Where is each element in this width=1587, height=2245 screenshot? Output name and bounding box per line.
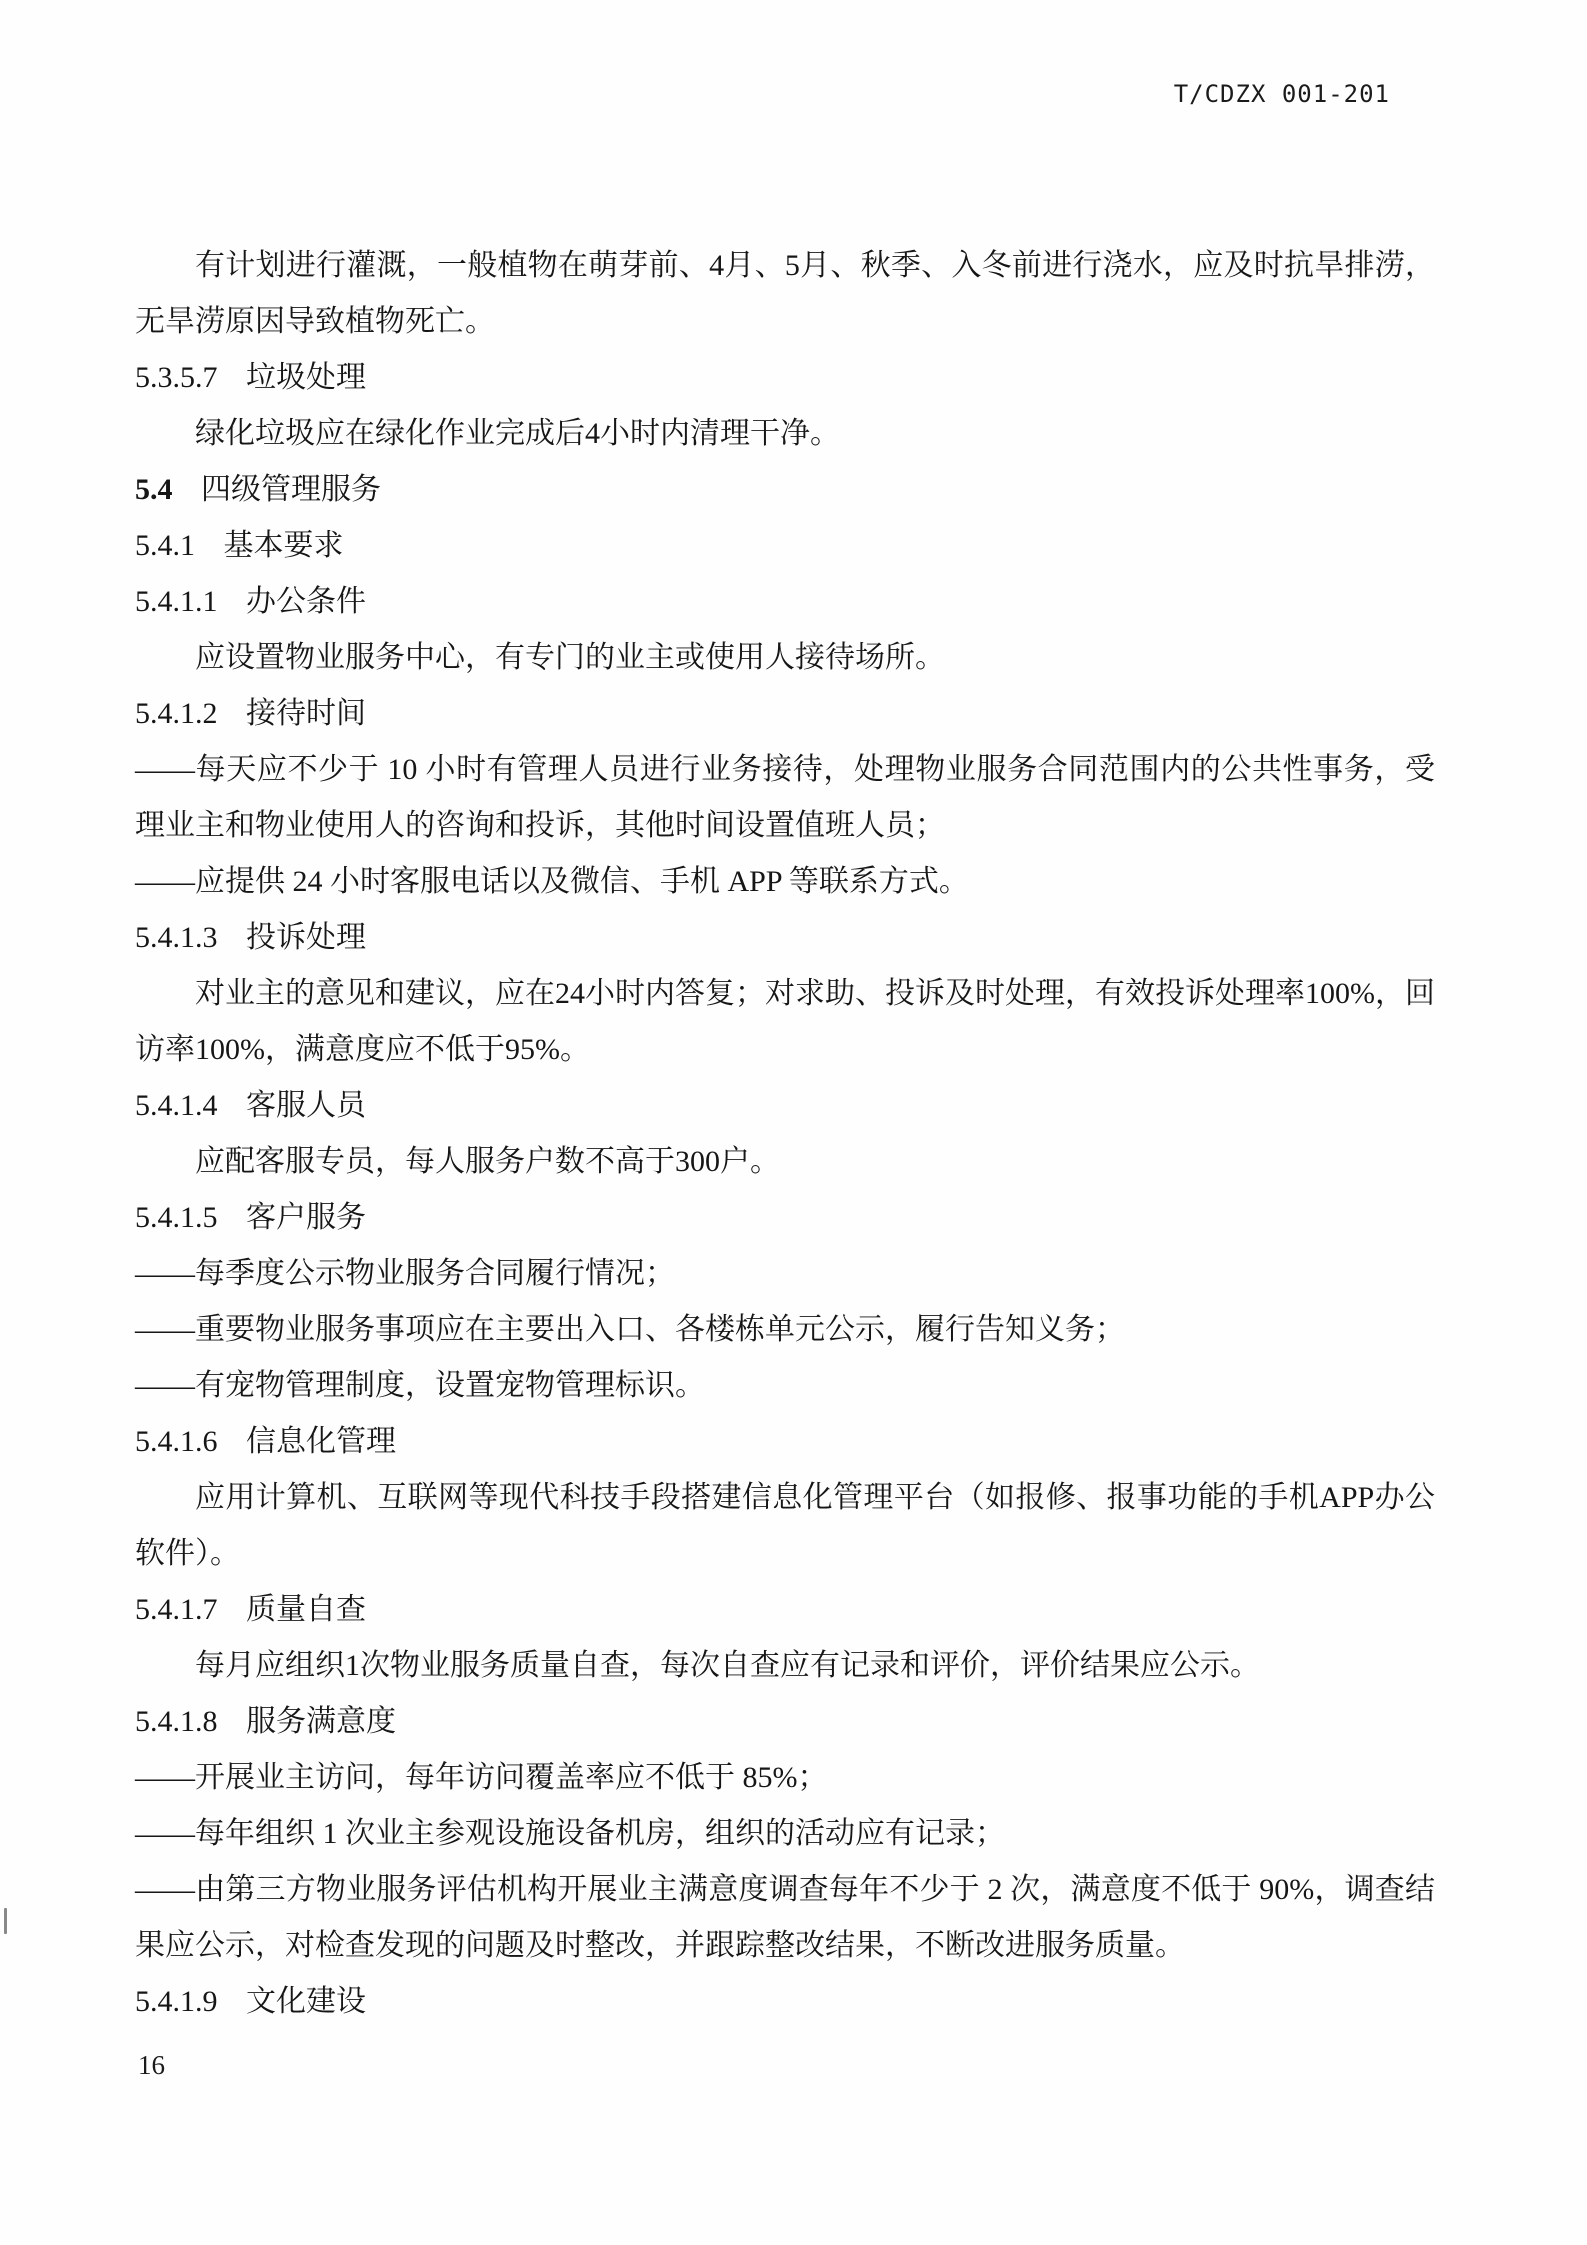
clause-number: 5.4.1.7: [135, 1593, 218, 1626]
dash-item: ——每天应不少于 10 小时有管理人员进行业务接待，处理物业服务合同范围内的公共性事务，受理业主和物业使用人的咨询和投诉，其他时间设置值班人员；: [135, 753, 1435, 842]
clause-title: 垃圾处理: [246, 361, 366, 394]
page-number: 16: [138, 2050, 165, 2080]
clause-heading-5-4-1: [135, 518, 1435, 574]
scan-artifact: [4, 1908, 7, 1934]
body-paragraph: 对业主的意见和建议，应在24小时内答复；对求助、投诉及时处理，有效投诉处理率100%，回访率100%，满意度应不低于95%。: [135, 977, 1435, 1066]
body-paragraph: 应设置物业服务中心，有专门的业主或使用人接待场所。: [195, 641, 945, 674]
clause-title: 文化建设: [246, 1985, 366, 2018]
clause-title: 客服人员: [246, 1089, 366, 1122]
clause-heading-5-4-1-4: [135, 1078, 1435, 1134]
clause-number: 5.4.1.8: [135, 1705, 218, 1738]
clause-title: 客户服务: [246, 1201, 366, 1234]
dash-item: ——有宠物管理制度，设置宠物管理标识。: [135, 1369, 705, 1402]
clause-number: 5.4.1.3: [135, 921, 218, 954]
clause-heading-5-4-1-8: [135, 1694, 1435, 1750]
clause-number: 5.3.5.7: [135, 361, 218, 394]
clause-heading-5-3-5-7: [135, 350, 1435, 406]
dash-item: ——每季度公示物业服务合同履行情况；: [135, 1257, 675, 1290]
clause-title: 投诉处理: [246, 921, 366, 954]
dash-item: ——开展业主访问，每年访问覆盖率应不低于 85%；: [135, 1761, 828, 1794]
clause-title: 信息化管理: [246, 1425, 396, 1458]
clause-number: 5.4.1.9: [135, 1985, 218, 2018]
clause-number: 5.4: [135, 473, 173, 506]
clause-heading-5-4-1-6: [135, 1414, 1435, 1470]
clause-heading-5-4-1-3: [135, 910, 1435, 966]
clause-heading-5-4-1-1: [135, 574, 1435, 630]
clause-heading-5-4-1-5: [135, 1190, 1435, 1246]
body-paragraph: 每月应组织1次物业服务质量自查，每次自查应有记录和评价，评价结果应公示。: [195, 1649, 1260, 1682]
clause-title: 服务满意度: [246, 1705, 396, 1738]
dash-item: ——由第三方物业服务评估机构开展业主满意度调查每年不少于 2 次，满意度不低于 90%，调查结果应公示，对检查发现的问题及时整改，并跟踪整改结果，不断改进服务质量。: [135, 1873, 1435, 1962]
document-body: [135, 238, 1435, 2030]
clause-title: 办公条件: [246, 585, 366, 618]
body-paragraph: 有计划进行灌溉，一般植物在萌芽前、4月、5月、秋季、入冬前进行浇水，应及时抗旱排涝，无旱涝原因导致植物死亡。: [135, 249, 1435, 338]
clause-heading-5-4-1-9: [135, 1974, 1435, 2030]
dash-item: ——应提供 24 小时客服电话以及微信、手机 APP 等联系方式。: [135, 865, 969, 898]
clause-number: 5.4.1: [135, 529, 195, 562]
clause-number: 5.4.1.1: [135, 585, 218, 618]
clause-title: 四级管理服务: [201, 473, 381, 506]
dash-item: ——重要物业服务事项应在主要出入口、各楼栋单元公示，履行告知义务；: [135, 1313, 1125, 1346]
clause-heading-5-4: [135, 462, 1435, 518]
clause-heading-5-4-1-7: [135, 1582, 1435, 1638]
clause-number: 5.4.1.6: [135, 1425, 218, 1458]
body-paragraph: 应用计算机、互联网等现代科技手段搭建信息化管理平台（如报修、报事功能的手机APP办公软件）。: [135, 1481, 1435, 1570]
clause-heading-5-4-1-2: [135, 686, 1435, 742]
standard-code: T/CDZX 001-201: [1173, 80, 1390, 108]
clause-number: 5.4.1.2: [135, 697, 218, 730]
clause-number: 5.4.1.4: [135, 1089, 218, 1122]
clause-title: 质量自查: [246, 1593, 366, 1626]
dash-item: ——每年组织 1 次业主参观设施设备机房，组织的活动应有记录；: [135, 1817, 1005, 1850]
clause-title: 基本要求: [223, 529, 344, 562]
clause-title: 接待时间: [246, 697, 366, 730]
body-paragraph: 绿化垃圾应在绿化作业完成后4小时内清理干净。: [195, 417, 840, 450]
body-paragraph: 应配客服专员，每人服务户数不高于300户。: [195, 1145, 780, 1178]
clause-number: 5.4.1.5: [135, 1201, 218, 1234]
